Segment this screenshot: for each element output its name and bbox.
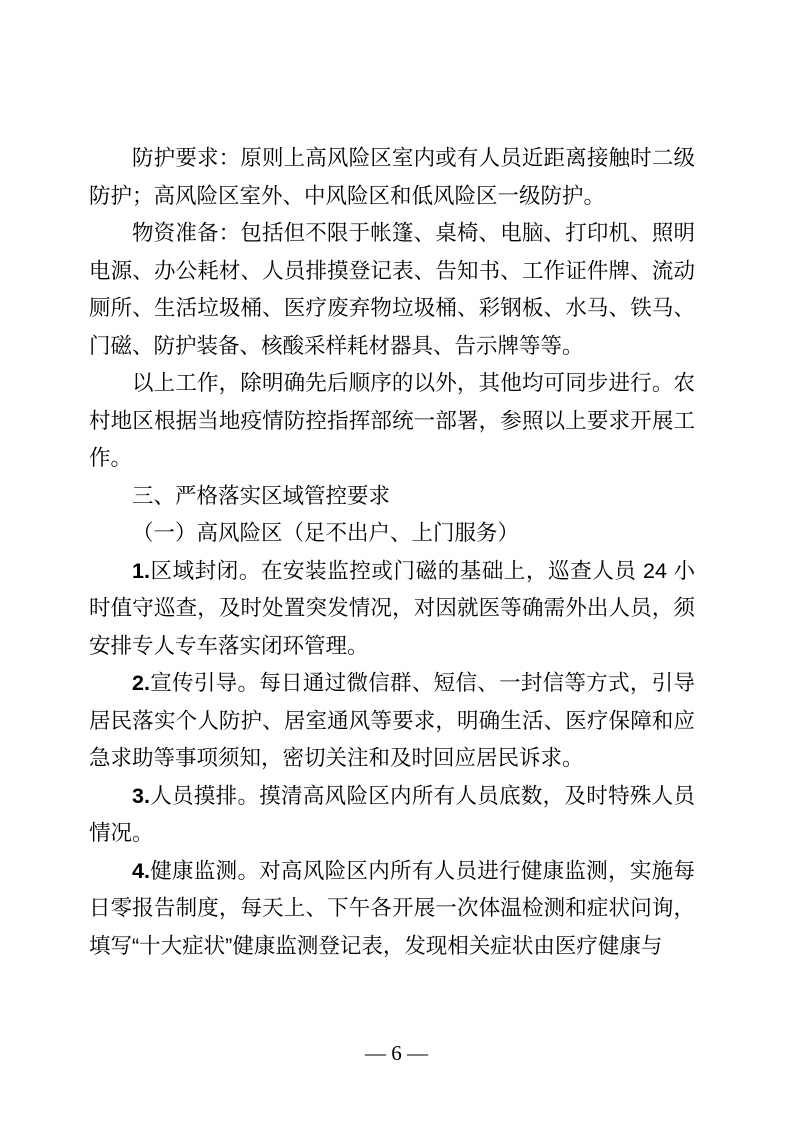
text-run: 三、严格落实区域管控要求 bbox=[132, 483, 391, 508]
document-body bbox=[89, 140, 695, 965]
list-number: 2. bbox=[132, 671, 150, 695]
page-number: — 6 — bbox=[365, 1041, 428, 1065]
paragraph-numbered bbox=[89, 778, 695, 853]
paragraph-body bbox=[89, 365, 695, 478]
paragraph-numbered bbox=[89, 665, 695, 778]
list-number: 3. bbox=[132, 783, 150, 808]
text-run: 以上工作，除明确先后顺序的以外，其他均可同步进行。农村地区根据当地疫情防控指挥部统一部署，参照以上要求开展工作。 bbox=[89, 371, 695, 470]
text-run: 宣传引导。每日通过微信群、短信、一封信等方式，引导居民落实个人防护、居室通风等要求，明确生活、医疗保障和应急求助等事项须知，密切关注和及时回应居民诉求。 bbox=[89, 671, 695, 770]
paragraph-heading-1 bbox=[89, 478, 695, 516]
text-run: 区域封闭。在安装监控或门磁的基础上，巡查人员 24 小时值守巡查，及时处置突发情况，对因就医等确需外出人员，须安排专人专车落实闭环管理。 bbox=[89, 558, 695, 658]
text-run: 物资准备：包括但不限于帐篷、桌椅、电脑、打印机、照明电源、办公耗材、人员排摸登记表、告知书、工作证件牌、流动厕所、生活垃圾桶、医疗废弃物垃圾桶、彩钢板、水马、铁马、门磁、防护装备、核酸采样耗材器具、告示牌等等。 bbox=[89, 221, 695, 358]
text-run: 防护要求：原则上高风险区室内或有人员近距离接触时二级防护；高风险区室外、中风险区和低风险区一级防护。 bbox=[89, 146, 695, 208]
paragraph-heading-2 bbox=[89, 515, 695, 553]
list-number: 1. bbox=[132, 558, 150, 583]
text-run: 健康监测。对高风险区内所有人员进行健康监测，实施每日零报告制度，每天上、下午各开展一次体温检测和症状问询，填写“十大症状”健康监测登记表，发现相关症状由医疗健康与 bbox=[89, 858, 695, 958]
list-number: 4. bbox=[132, 858, 150, 883]
text-run: 人员摸排。摸清高风险区内所有人员底数，及时特殊人员情况。 bbox=[89, 783, 695, 845]
paragraph-body bbox=[89, 215, 695, 365]
paragraph-body bbox=[89, 140, 695, 215]
text-run: （一）高风险区（足不出户、上门服务） bbox=[132, 521, 520, 545]
page-footer bbox=[0, 1041, 793, 1066]
paragraph-numbered bbox=[89, 553, 695, 666]
paragraph-numbered bbox=[89, 853, 695, 966]
